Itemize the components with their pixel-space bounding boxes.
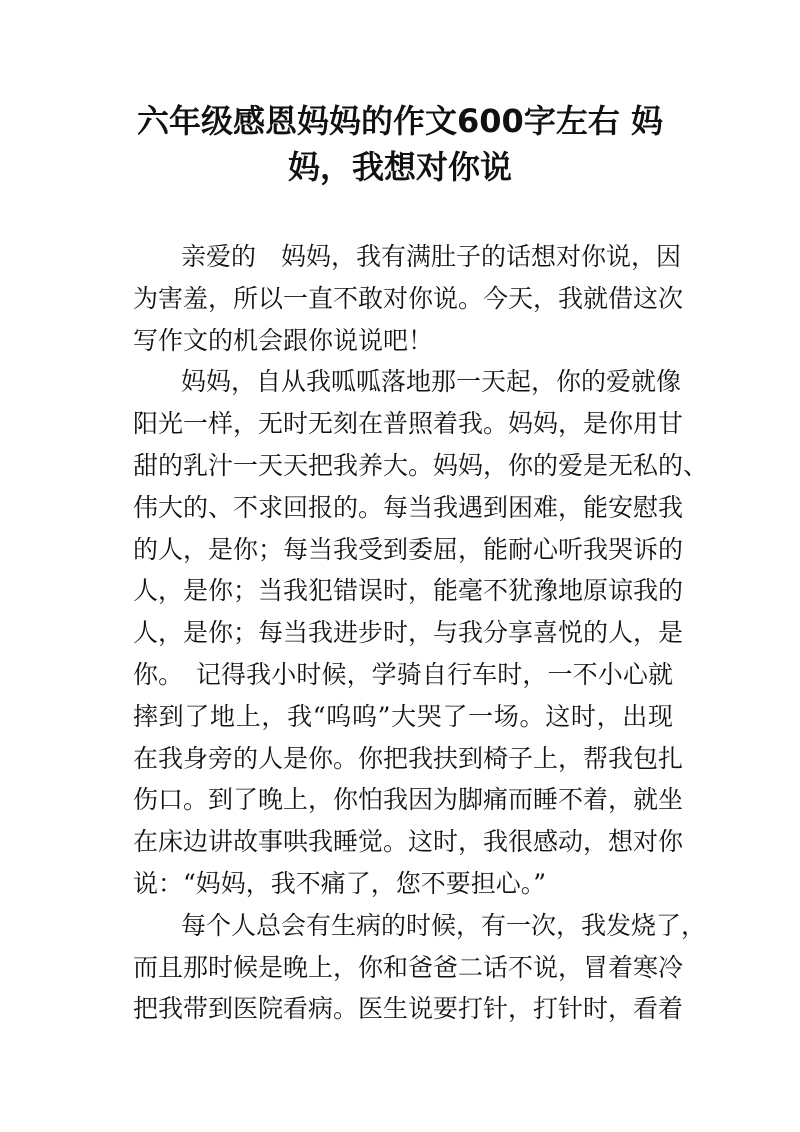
- body-line: 你。 记得我小时候，学骑自行车时，一不小心就: [133, 659, 673, 689]
- title-line-2: 妈，我想对你说: [287, 148, 512, 186]
- body-line: 伤口。到了晚上，你怕我因为脚痛而睡不着，就坐: [133, 785, 684, 815]
- body-line: 把我带到医院看病。医生说要打针，打针时，看着: [133, 994, 684, 1024]
- body-line: 摔到了地上，我“呜呜”大哭了一场。这时，出现: [133, 701, 673, 731]
- title-line-1: 六年级感恩妈妈的作文600字左右 妈: [137, 102, 663, 140]
- body-line: 在床边讲故事哄我睡觉。这时，我很感动，想对你: [133, 827, 684, 857]
- article-body: [133, 236, 709, 1030]
- body-line: 亲爱的 妈妈，我有满肚子的话想对你说，因: [181, 242, 682, 271]
- body-line: 阳光一样，无时无刻在普照着我。妈妈，是你用甘: [133, 409, 684, 439]
- body-line: 写作文的机会跟你说说吧！: [133, 325, 434, 355]
- body-line: 说：“妈妈，我不痛了，您不要担心。”: [133, 868, 547, 898]
- body-line: 妈妈，自从我呱呱落地那一天起，你的爱就像: [181, 367, 682, 397]
- page-title: [110, 98, 690, 190]
- body-line: 为害羞，所以一直不敢对你说。今天，我就借这次: [133, 283, 684, 313]
- body-line: 而且那时候是晚上，你和爸爸二话不说，冒着寒冷: [133, 952, 684, 982]
- body-line: 的人，是你；每当我受到委屈，能耐心听我哭诉的: [133, 534, 684, 564]
- body-line: 人，是你；当我犯错误时，能毫不犹豫地原谅我的: [133, 576, 684, 606]
- body-line: 每个人总会有生病的时候，有一次，我发烧了，: [181, 910, 707, 940]
- body-line: 伟大的、不求回报的。每当我遇到困难，能安慰我: [133, 492, 684, 522]
- body-line: 人，是你；每当我进步时，与我分享喜悦的人，是: [133, 618, 684, 648]
- body-line: 甜的乳汁一天天把我养大。妈妈，你的爱是无私的、: [133, 450, 709, 480]
- body-line: 在我身旁的人是你。你把我扶到椅子上，帮我包扎: [133, 743, 684, 773]
